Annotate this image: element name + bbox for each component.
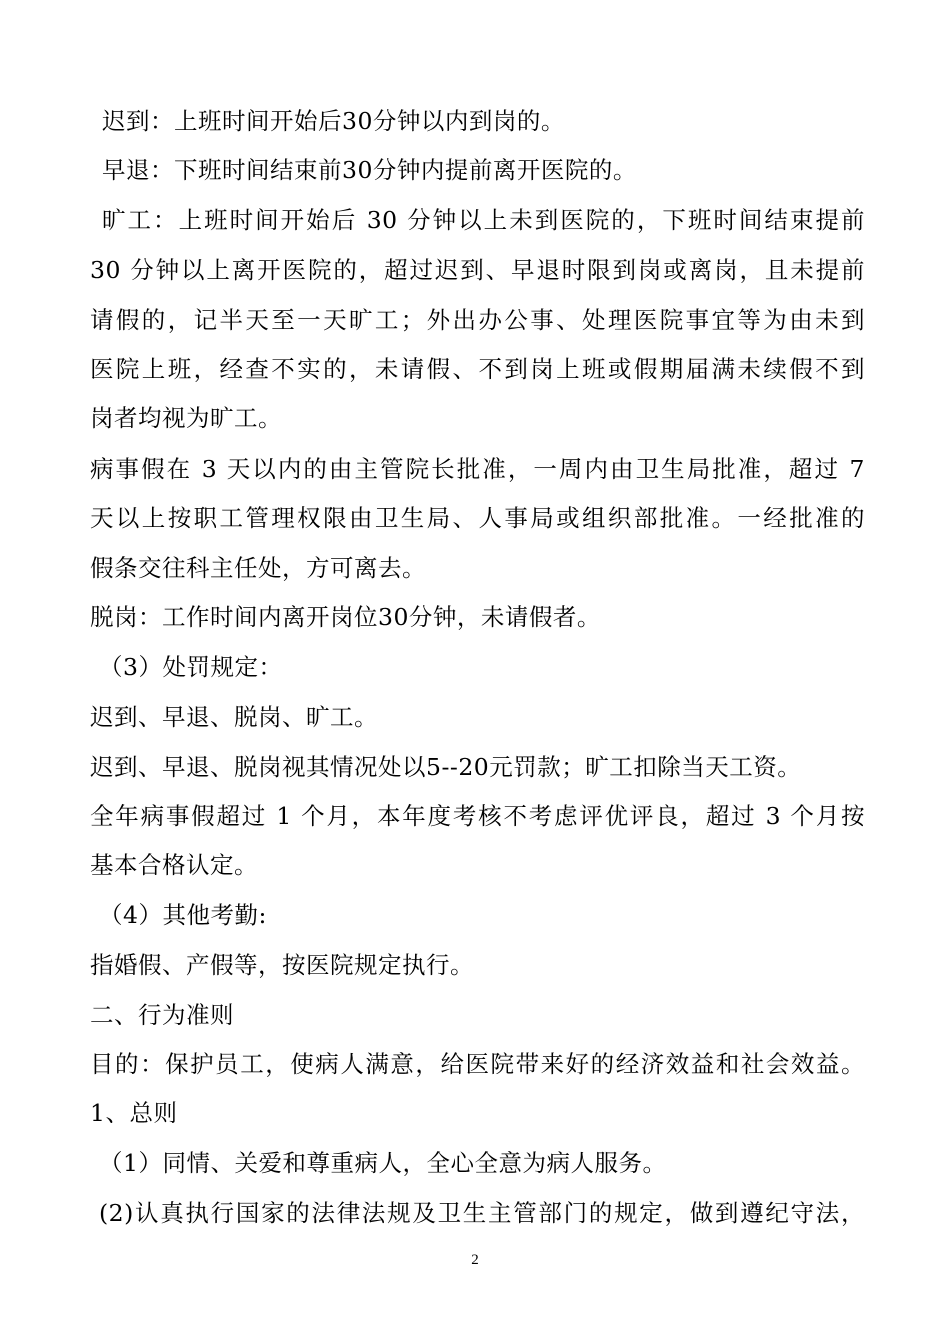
text-line-leave-1: 病事假在 3 天以内的由主管院长批准，一周内由卫生局批准，超过 7 [90,455,865,483]
text-line-purpose: 目的：保护员工，使病人满意，给医院带来好的经济效益和社会效益。 [90,1050,865,1078]
text-line-late: 迟到：上班时间开始后30分钟以内到岗的。 [102,107,565,135]
text-line-absence-5: 岗者均视为旷工。 [90,404,282,432]
text-line-leave-3: 假条交往科主任处，方可离去。 [90,554,426,582]
text-line-sick-leave-2: 基本合格认定。 [90,851,258,879]
text-line-leave-2: 天以上按职工管理权限由卫生局、人事局或组织部批准。一经批准的 [90,504,865,532]
text-line-rule-1: （1）同情、关爱和尊重病人，全心全意为病人服务。 [99,1149,667,1177]
text-line-penalty-list: 迟到、早退、脱岗、旷工。 [90,703,378,731]
text-line-marriage-leave: 指婚假、产假等，按医院规定执行。 [90,951,474,979]
text-line-early-leave: 早退：下班时间结束前30分钟内提前离开医院的。 [102,156,637,184]
page-number: 2 [471,1252,479,1268]
text-line-penalty-fine: 迟到、早退、脱岗视其情况处以5--20元罚款；旷工扣除当天工资。 [90,753,802,781]
text-line-absence-1: 旷工：上班时间开始后 30 分钟以上未到医院的，下班时间结束提前 [102,206,865,234]
text-line-off-post: 脱岗：工作时间内离开岗位30分钟，未请假者。 [90,603,601,631]
text-line-absence-4: 医院上班，经查不实的，未请假、不到岗上班或假期届满未续假不到 [90,355,865,383]
section-heading-code-of-conduct: 二、行为准则 [90,1001,234,1029]
text-line-rule-2: (2)认真执行国家的法律法规及卫生主管部门的规定，做到遵纪守法， [99,1199,865,1227]
section-heading-other-attendance: （4）其他考勤: [99,901,267,929]
text-line-absence-2: 30 分钟以上离开医院的，超过迟到、早退时限到岗或离岗，且未提前 [90,256,865,284]
section-heading-general: 1、总则 [90,1099,178,1127]
text-line-absence-3: 请假的，记半天至一天旷工；外出办公事、处理医院事宜等为由未到 [90,306,865,334]
text-line-sick-leave-1: 全年病事假超过 1 个月，本年度考核不考虑评优评良，超过 3 个月按 [90,802,865,830]
section-heading-penalties: （3）处罚规定： [99,653,283,681]
